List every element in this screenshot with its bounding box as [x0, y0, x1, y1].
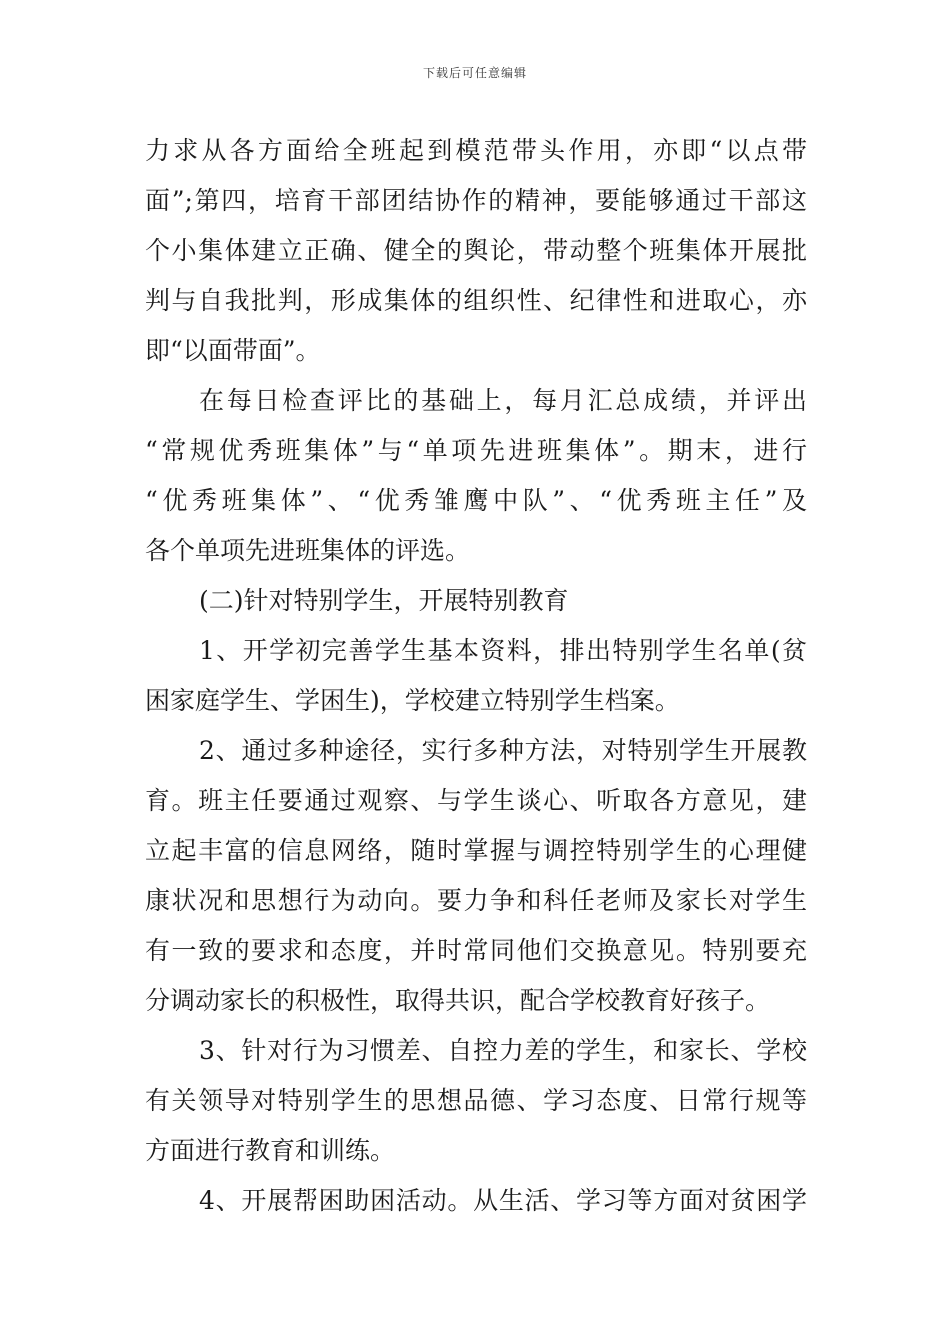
- text-line: 2、通过多种途径，实行多种方法，对特别学生开展教: [199, 736, 807, 765]
- text-line: 1、开学初完善学生基本资料，排出特别学生名单(贫: [199, 636, 807, 665]
- text-line: 面”;第四，培育干部团结协作的精神，要能够通过干部这: [145, 186, 807, 215]
- paragraph: [145, 1176, 807, 1226]
- text-line: 4、开展帮困助困活动。从生活、学习等方面对贫困学: [199, 1186, 807, 1215]
- text-line: 有一致的要求和态度，并时常同他们交换意见。特别要充: [145, 936, 807, 965]
- text-line: 各个单项先进班集体的评选。: [145, 536, 471, 565]
- text-line: 即“以面带面”。: [145, 336, 321, 365]
- header-note: 下载后可任意编辑: [422, 66, 527, 80]
- section-heading: [145, 576, 807, 626]
- text-line: 分调动家长的积极性，取得共识，配合学校教育好孩子。: [145, 986, 771, 1015]
- paragraph: [145, 376, 807, 576]
- text-line: “优秀班集体”、“优秀雏鹰中队”、“优秀班主任”及: [145, 486, 807, 515]
- text-line: 力求从各方面给全班起到模范带头作用，亦即“以点带: [145, 136, 807, 165]
- text-line: 在每日检查评比的基础上，每月汇总成绩，并评出: [199, 386, 807, 415]
- paragraph: [145, 126, 807, 376]
- text-line: 有关领导对特别学生的思想品德、学习态度、日常行规等: [145, 1086, 807, 1115]
- text-line: 立起丰富的信息网络，随时掌握与调控特别学生的心理健: [145, 836, 807, 865]
- text-line: 方面进行教育和训练。: [145, 1136, 396, 1165]
- text-line: 3、针对行为习惯差、自控力差的学生，和家长、学校: [199, 1036, 807, 1065]
- text-line: 个小集体建立正确、健全的舆论，带动整个班集体开展批: [145, 236, 807, 265]
- text-line: 康状况和思想行为动向。要力争和科任老师及家长对学生: [145, 886, 807, 915]
- paragraph: [145, 1026, 807, 1176]
- text-line: 判与自我批判，形成集体的组织性、纪律性和进取心，亦: [145, 286, 807, 315]
- text-line: 困家庭学生、学困生)，学校建立特别学生档案。: [145, 686, 680, 715]
- paragraph: [145, 726, 807, 1026]
- text-line: “常规优秀班集体”与“单项先进班集体”。期末，进行: [145, 436, 807, 465]
- document-body: [145, 126, 807, 1226]
- paragraph: [145, 626, 807, 726]
- text-line: 育。班主任要通过观察、与学生谈心、听取各方意见，建: [145, 786, 807, 815]
- text-line: (二)针对特别学生，开展特别教育: [199, 586, 569, 615]
